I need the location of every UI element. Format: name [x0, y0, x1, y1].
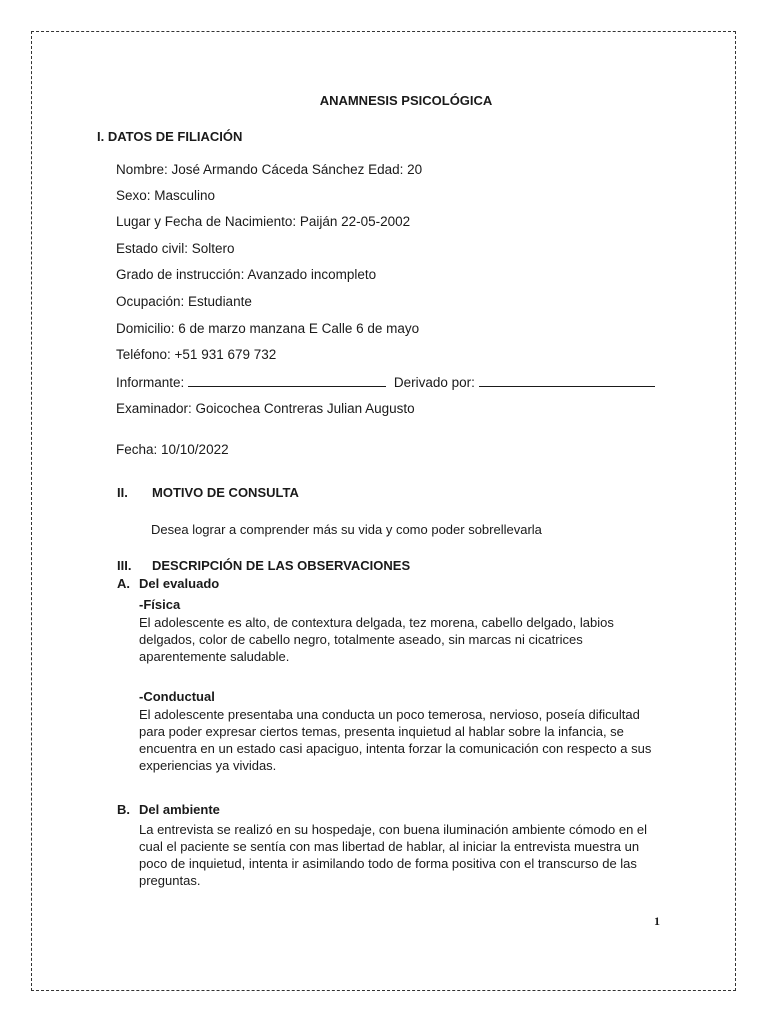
conductual-heading: -Conductual [139, 689, 215, 704]
motivo-consulta-text: Desea lograr a comprender más su vida y como poder sobrellevarla [151, 522, 542, 537]
document-title: ANAMNESIS PSICOLÓGICA [319, 93, 493, 108]
conductual-paragraph: El adolescente presentaba una conducta un poco temerosa, nervioso, poseía dificultad para poder expresar ciertos temas, presenta inquietud al hablar sobre la infancia, se encuentra en un estado casi apaciguo, intenta forzar la comunicación con respecto a sus experiencias ya vividas. [139, 707, 652, 773]
subsection-a-label: A. [117, 576, 130, 591]
subsection-b-heading: Del ambiente [139, 802, 220, 817]
subsection-a-heading: Del evaluado [139, 576, 220, 591]
field-telefono: Teléfono: +51 931 679 732 [116, 347, 277, 362]
field-fecha: Fecha: 10/10/2022 [116, 442, 229, 457]
section-2-number: II. [117, 485, 128, 500]
derivado-label: Derivado por: [393, 375, 475, 390]
field-estado-civil: Estado civil: Soltero [116, 241, 235, 256]
field-domicilio: Domicilio: 6 de marzo manzana E Calle 6 de mayo [116, 321, 420, 336]
fisica-paragraph: El adolescente es alto, de contextura delgada, tez morena, cabello delgado, labios delgados, color de cabello negro, totalmente aseado, sin marcas ni cicatrices aparentemente saludable. [139, 615, 614, 664]
field-nombre: Nombre: José Armando Cáceda Sánchez Edad: 20 [116, 162, 423, 177]
field-lugar-fecha-nacimiento: Lugar y Fecha de Nacimiento: Paiján 22-05-2002 [116, 214, 411, 229]
section-2-heading: MOTIVO DE CONSULTA [152, 485, 299, 500]
section-3-number: III. [117, 558, 132, 573]
section-1-heading: I. DATOS DE FILIACIÓN [97, 129, 243, 144]
fisica-heading: -Física [139, 597, 181, 612]
informante-label: Informante: [116, 375, 185, 390]
field-examinador: Examinador: Goicochea Contreras Julian Augusto [116, 401, 415, 416]
section-3-heading: DESCRIPCIÓN DE LAS OBSERVACIONES [152, 558, 411, 573]
ambiente-paragraph: La entrevista se realizó en su hospedaje, con buena iluminación ambiente cómodo en el cual el paciente se sentía con mas libertad de hablar, al iniciar la entrevista muestra un poco de inquietud, intenta ir asimilando todo de forma positiva con el transcurso de las preguntas. [139, 822, 648, 888]
field-grado-instruccion: Grado de instrucción: Avanzado incompleto [116, 267, 377, 282]
page-number: 1 [654, 914, 660, 928]
subsection-b-label: B. [117, 802, 130, 817]
field-informante-row [116, 374, 655, 390]
derivado-blank-line [479, 374, 655, 387]
field-sexo: Sexo: Masculino [116, 188, 216, 203]
informante-blank-line [188, 374, 386, 387]
field-ocupacion: Ocupación: Estudiante [116, 294, 252, 309]
